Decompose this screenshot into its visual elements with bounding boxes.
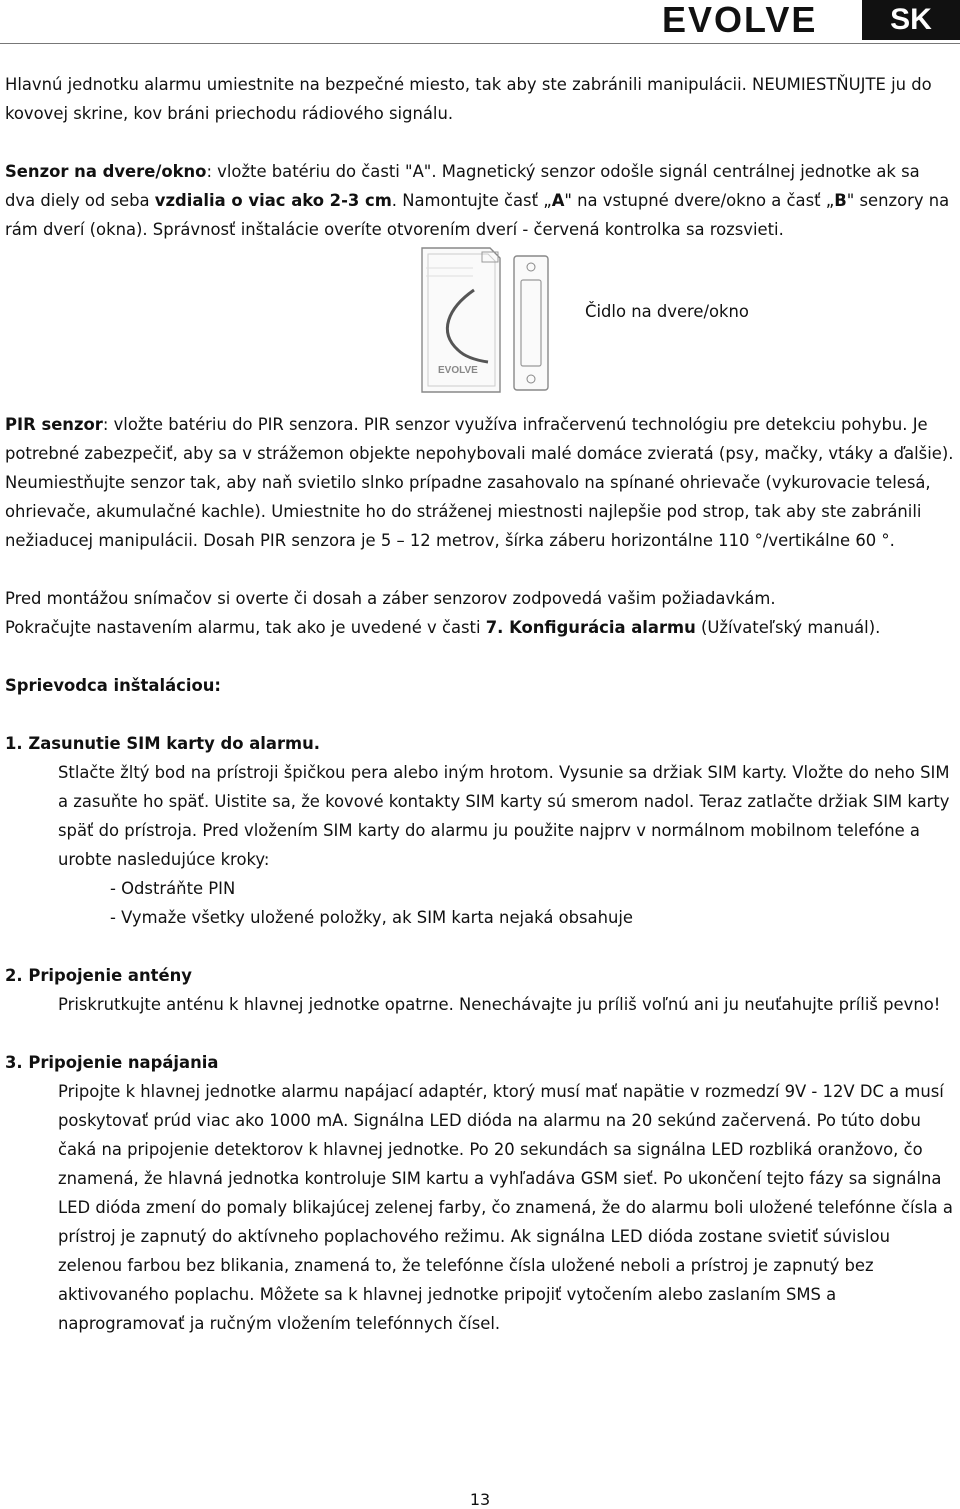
door-sensor-paragraph: Senzor na dvere/okno: vložte batériu do časti "A". Magnetický senzor odošle signál centrálnej jednotke ak sa dva diely od seba vzdialia o viac ako 2-3 cm. Namontujte časť „A" na vstupné dvere/okno a časť „B" senzory na rám dverí (okna). Správnosť inštalácie overíte otvorením dverí - červená kontrolka sa rozsvieti. xyxy=(5,162,950,239)
header-divider xyxy=(0,43,960,44)
svg-text:EVOLVE: EVOLVE xyxy=(438,365,478,376)
evolve-logo xyxy=(662,4,852,36)
sim-step-2: - Vymaže všetky uložené položky, ak SIM karta nejaká obsahuje xyxy=(110,908,634,927)
header-logo xyxy=(662,0,960,40)
section-sim-text: Stlačte žltý bod na prístroji špičkou pera alebo iným hrotom. Vysunie sa držiak SIM karty. Vložte do neho SIM a zasuňte ho späť. Uistite sa, že kovové kontakty SIM karty sú smerom nadol. Teraz zatlačte držiak SIM karty späť do prístroja. Pred vložením SIM karty do alarmu ju použite najprv v normálnom mobilnom telefóne a urobte nasledujúce kroky: xyxy=(58,763,950,869)
language-badge: SK xyxy=(862,0,960,40)
continue-line: Pokračujte nastavením alarmu, tak ako je uvedené v časti 7. Konfigurácia alarmu (Užívateľský manuál). xyxy=(5,618,881,637)
section-antenna-text: Priskrutkujte anténu k hlavnej jednotke opatrne. Nenechávajte ju príliš voľnú ani ju neuťahujte príliš pevno! xyxy=(58,995,941,1014)
figure-caption: Čidlo na dvere/okno xyxy=(585,302,749,321)
before-installation-line: Pred montážou snímačov si overte či dosah a záber senzorov zodpovedá vašim požiadavkám. xyxy=(5,589,776,608)
door-sensor-image xyxy=(418,246,553,398)
door-sensor-figure xyxy=(5,244,955,410)
page-number: 13 xyxy=(469,1490,491,1509)
section-sim-title: 1. Zasunutie SIM karty do alarmu. xyxy=(5,734,321,753)
intro-paragraph: Hlavnú jednotku alarmu umiestnite na bezpečné miesto, tak aby ste zabránili manipulácii. NEUMIESTŇUJTE ju do kovovej skrine, kov bráni priechodu rádiového signálu. xyxy=(5,75,932,123)
document-body xyxy=(5,70,955,1338)
pir-paragraph: PIR senzor: vložte batériu do PIR senzora. PIR senzor využíva infračervenú technológiu pre detekciu pohybu. Je potrebné zabezpečiť, aby sa v strážemon objekte nepohybovali malé domáce zvieratá (psy, mačky, vtáky a ďalšie). Neumiestňujte senzor tak, aby naň svietilo slnko prípadne zasahovalo na spínané ohrievače (vykurovacie telesá, ohrievače, akumulačné kachle). Umiestnite ho do stráženej miestnosti najlepšie pod strop, tak aby ste zabránili nežiaducej manipulácii. Dosah PIR senzora je 5 – 12 metrov, šírka záberu horizontálne 110 °/vertikálne 60 °. xyxy=(5,415,954,550)
sim-step-1: - Odstráňte PIN xyxy=(110,879,236,898)
guide-title: Sprievodca inštaláciou: xyxy=(5,676,221,695)
section-power-title: 3. Pripojenie napájania xyxy=(5,1053,219,1072)
section-power-text: Pripojte k hlavnej jednotke alarmu napájací adaptér, ktorý musí mať napätie v rozmedzí 9V - 12V DC a musí poskytovať prúd viac ako 1000 mA. Signálna LED dióda na alarmu na 20 sekúnd začervená. Po túto dobu čaká na pripojenie detektorov k hlavnej jednotke. Po 20 sekundách sa signálna LED rozbliká oranžovo, čo znamená, že hlavná jednotka kontroluje SIM kartu a vyhľadáva GSM sieť. Po ukončení tejto fázy sa signálna LED dióda zmení do pomaly blikajúcej zelenej farby, čo znamená, že do alarmu boli uložené telefónne čísla a prístroj je zapnutý do aktívneho poplachového režimu. Ak signálna LED dióda zostane svietiť súvislou zelenou farbou bez blikania, znamená to, že telefónne čísla uložené neboli a prístroj je zapnutý bez aktivovaného poplachu. Môžete sa k hlavnej jednotke pripojiť vytočením alebo zaslaním SMS a naprogramovať ja ručným vložením telefónnych čísel. xyxy=(58,1082,953,1333)
svg-text:EVOLVE: EVOLVE xyxy=(662,4,818,36)
section-antenna-title: 2. Pripojenie antény xyxy=(5,966,192,985)
